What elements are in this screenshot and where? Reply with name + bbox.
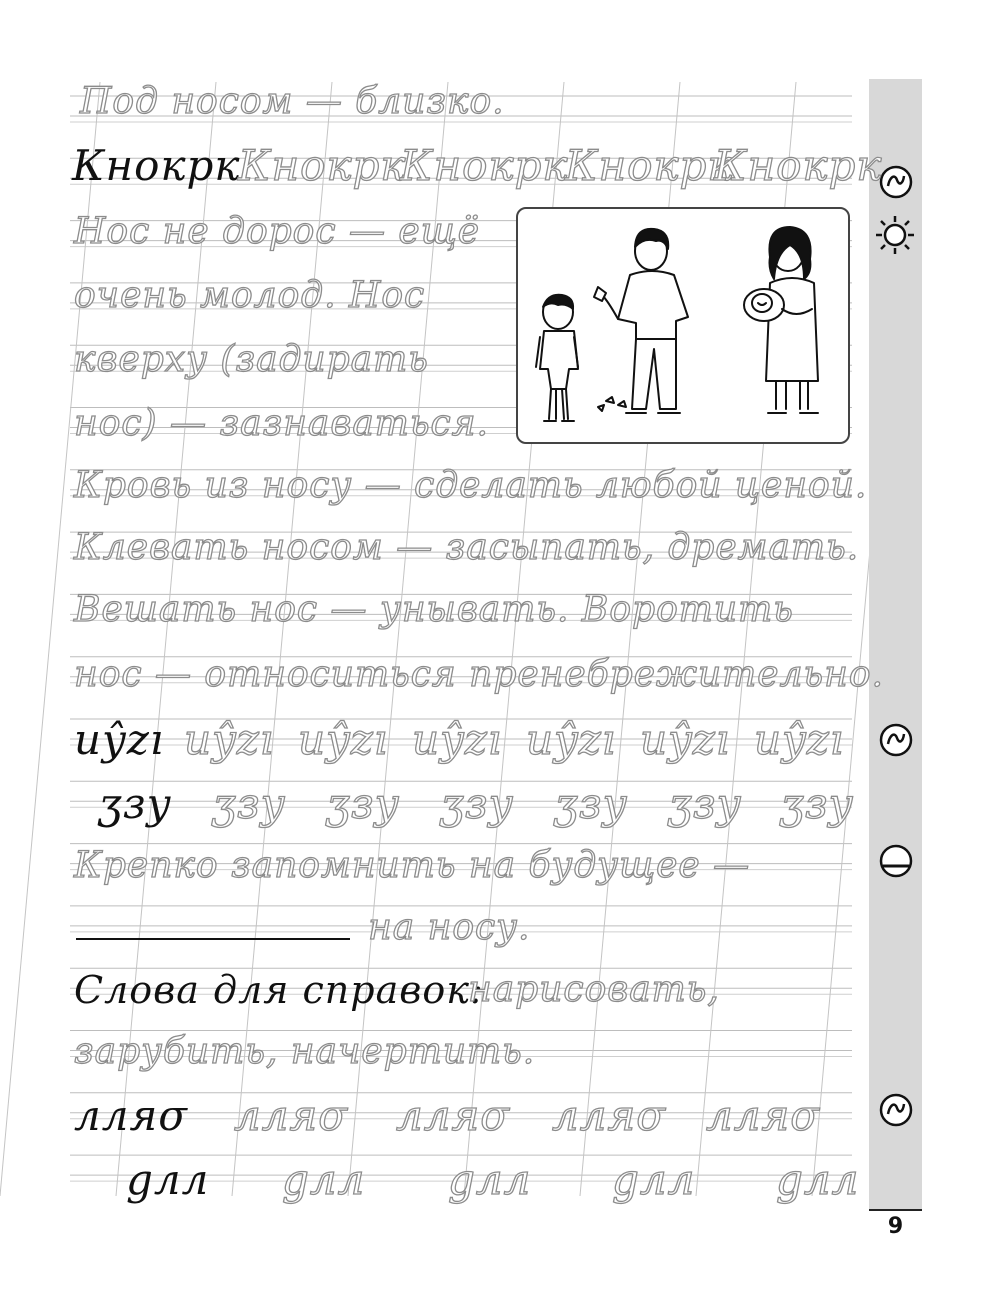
boy-figure [536, 295, 578, 421]
sun-icon [874, 214, 916, 256]
family-illustration [518, 209, 848, 442]
father-figure [594, 229, 688, 413]
answer-blank[interactable] [76, 938, 350, 940]
proverb-line-5: нос) — зазнаваться. [74, 403, 489, 444]
letter-trace-z-3: ʒзy [440, 779, 514, 828]
letter-trace-a-2: gлл [448, 1155, 532, 1204]
proverb-line-4: кверху (задирать [74, 339, 429, 380]
letter-trace-u-6: uŷzı [754, 715, 845, 764]
letter-trace-z-6: ʒзy [780, 779, 854, 828]
letter-trace-l-2: лляσ [396, 1091, 510, 1140]
letter-trace-k-4: Кнокрк [714, 141, 883, 190]
letter-trace-u-1: uŷzı [184, 715, 275, 764]
letter-trace-l-3: лляσ [552, 1091, 666, 1140]
proverb-line-3: очень молод. Нос [74, 275, 426, 316]
letter-trace-z-4: ʒзy [554, 779, 628, 828]
letter-trace-k-3: Кнокрк [565, 141, 734, 190]
letter-model-z: ʒзy [98, 779, 172, 828]
letter-trace-l-1: лляσ [234, 1091, 348, 1140]
letter-trace-u-5: uŷzı [640, 715, 731, 764]
proverb-line-7: Клевать носом — засыпать, дремать. [74, 527, 860, 568]
proverb-line-8: Вешать нос — унывать. Воротить [74, 589, 794, 630]
letter-model-a: gлл [126, 1155, 210, 1204]
letter-trace-u-3: uŷzı [412, 715, 503, 764]
page-number-rule [869, 1209, 922, 1211]
letter-trace-a-3: gлл [612, 1155, 696, 1204]
exercise-line-2: на носу. [368, 907, 531, 948]
illustration-frame [516, 207, 850, 444]
letter-trace-z-2: ʒзy [326, 779, 400, 828]
letter-trace-z-5: ʒзy [668, 779, 742, 828]
proverb-line-2: Нос не дорос — ещё [74, 211, 481, 252]
letter-trace-k-2: Кнокрк [400, 141, 569, 190]
words-for-reference-label: Слова для справок: [74, 968, 484, 1012]
mouth-icon [878, 722, 914, 758]
mouth-icon [878, 164, 914, 200]
mouth-icon [878, 1092, 914, 1128]
letter-model-k: Кнокрк [72, 141, 241, 190]
page-number: 9 [887, 1214, 904, 1239]
letter-trace-l-4: лляσ [706, 1091, 820, 1140]
letter-trace-u-4: uŷzı [526, 715, 617, 764]
reference-words-part-1: нарисовать, [468, 969, 720, 1010]
letter-trace-k-1: Кнокрк [238, 141, 407, 190]
letter-trace-a-1: gлл [282, 1155, 366, 1204]
letter-model-u: uŷzı [74, 715, 165, 764]
proverb-line-1: Под носом — близко. [80, 81, 505, 122]
letter-trace-a-4: gлл [776, 1155, 860, 1204]
proverb-line-6: Кровь из носу — сделать любой ценой. [74, 465, 868, 506]
letter-trace-z-1: ʒзy [212, 779, 286, 828]
proverb-line-9: нос — относиться пренебрежительно. [74, 654, 884, 695]
letter-model-l: лляσ [74, 1091, 188, 1140]
mother-figure [744, 227, 818, 413]
letter-trace-u-2: uŷzı [298, 715, 389, 764]
exercise-line-1: Крепко запомнить на будущее — [74, 845, 751, 886]
half-circle-icon [878, 843, 914, 879]
reference-words-part-2: зарубить, начертить. [74, 1031, 536, 1072]
